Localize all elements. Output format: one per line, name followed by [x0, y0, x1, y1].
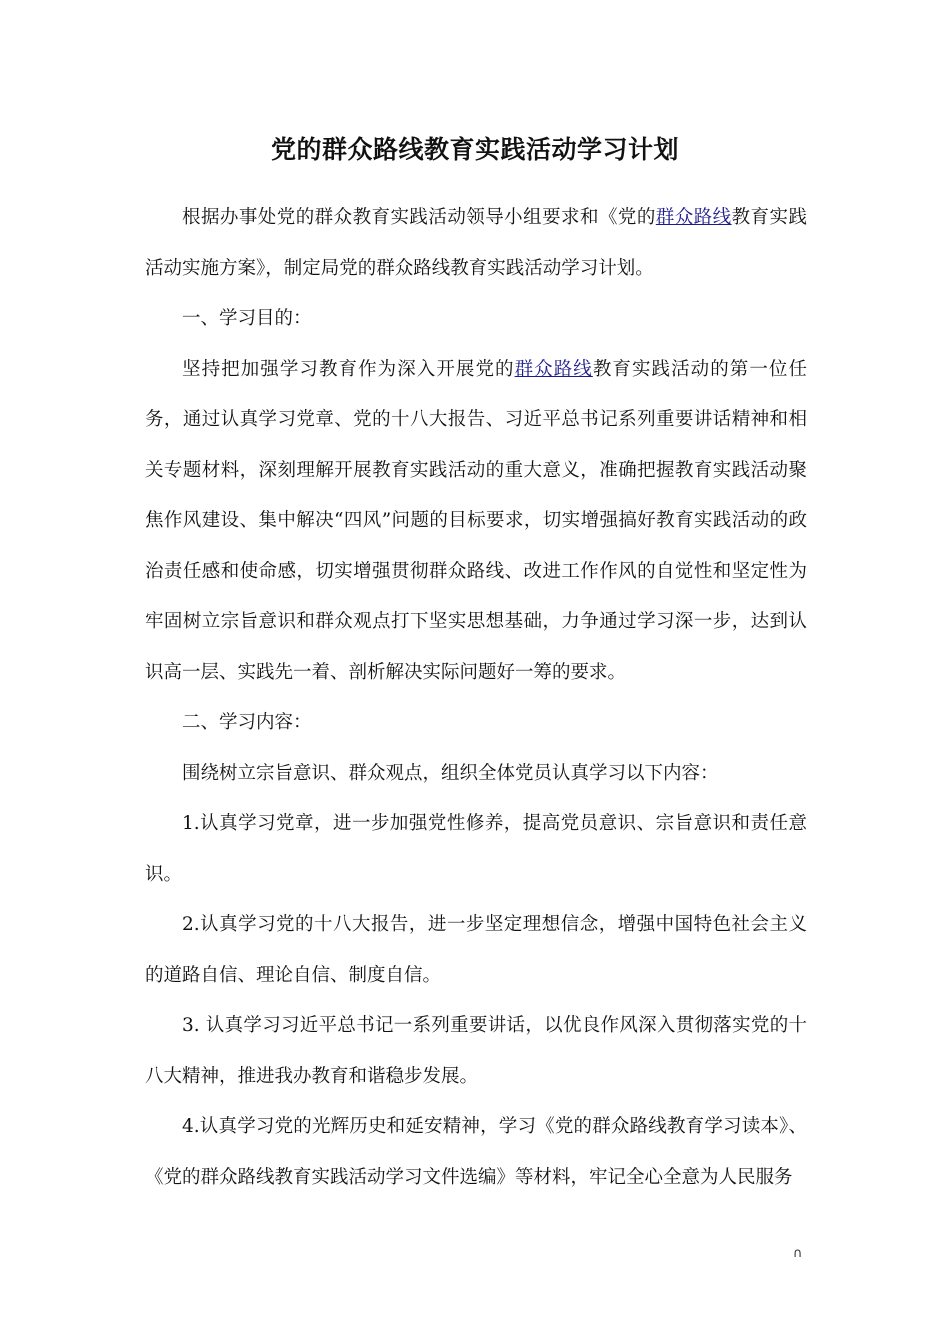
document-title: 党的群众路线教育实践活动学习计划 — [270, 135, 679, 164]
intro-text-before: 根据办事处党的群众教育实践活动领导小组要求和《党的 — [182, 207, 656, 228]
intro-text-after: 教育实践活动实施方案》，制定局党的群众路线教育实践活动学习计划。 — [145, 207, 807, 279]
list-item: 2.认真学习党的十八大报告，进一步坚定理想信念，增强中国特色社会主义的道路自信、理论自信、制度自信。 — [145, 914, 807, 986]
section-2-heading: 二、学习内容： — [182, 712, 312, 733]
mass-line-link-2[interactable]: 群众路线 — [514, 358, 593, 380]
mass-line-link[interactable]: 群众路线 — [655, 207, 732, 228]
section-2-intro: 围绕树立宗旨意识、群众观点，组织全体党员认真学习以下内容： — [182, 762, 719, 784]
section-1-paragraph — [145, 345, 807, 699]
section-1-heading: 一、学习目的： — [182, 308, 312, 329]
list-item: 3. 认真学习习近平总书记一系列重要讲话，以优良作风深入贯彻落实党的十八大精神，推进我办教育和谐稳步发展。 — [145, 1015, 807, 1087]
list-item: 4.认真学习党的光辉历史和延安精神，学习《党的群众路线教育学习读本》、《党的群众路线教育实践活动学习文件选编》等材料，牢记全心全意为人民服务 — [145, 1116, 807, 1188]
intro-paragraph — [145, 193, 807, 294]
page-number-mark: ∩ — [793, 1246, 803, 1261]
document-body — [145, 193, 807, 1203]
section-1-text-after: 教育实践活动的第一位任务，通过认真学习党章、党的十八大报告、习近平总书记系列重要讲话精神和相关专题材料，深刻理解开展教育实践活动的重大意义，准确把握教育实践活动聚焦作风建设、集中解决“四风”问题的目标要求，切实增强搞好教育实践活动的政治责任感和使命感，切实增强贯彻群众路线、改进工作作风的自觉性和坚定性为牢固树立宗旨意识和群众观点打下坚实思想基础，力争通过学习深一步，达到认识高一层、实践先一着、剖析解决实际问题好一筹的要求。 — [145, 358, 807, 683]
section-1-text-before: 坚持把加强学习教育作为深入开展党的 — [182, 358, 515, 380]
list-item: 1.认真学习党章，进一步加强党性修养，提高党员意识、宗旨意识和责任意识。 — [145, 813, 807, 885]
